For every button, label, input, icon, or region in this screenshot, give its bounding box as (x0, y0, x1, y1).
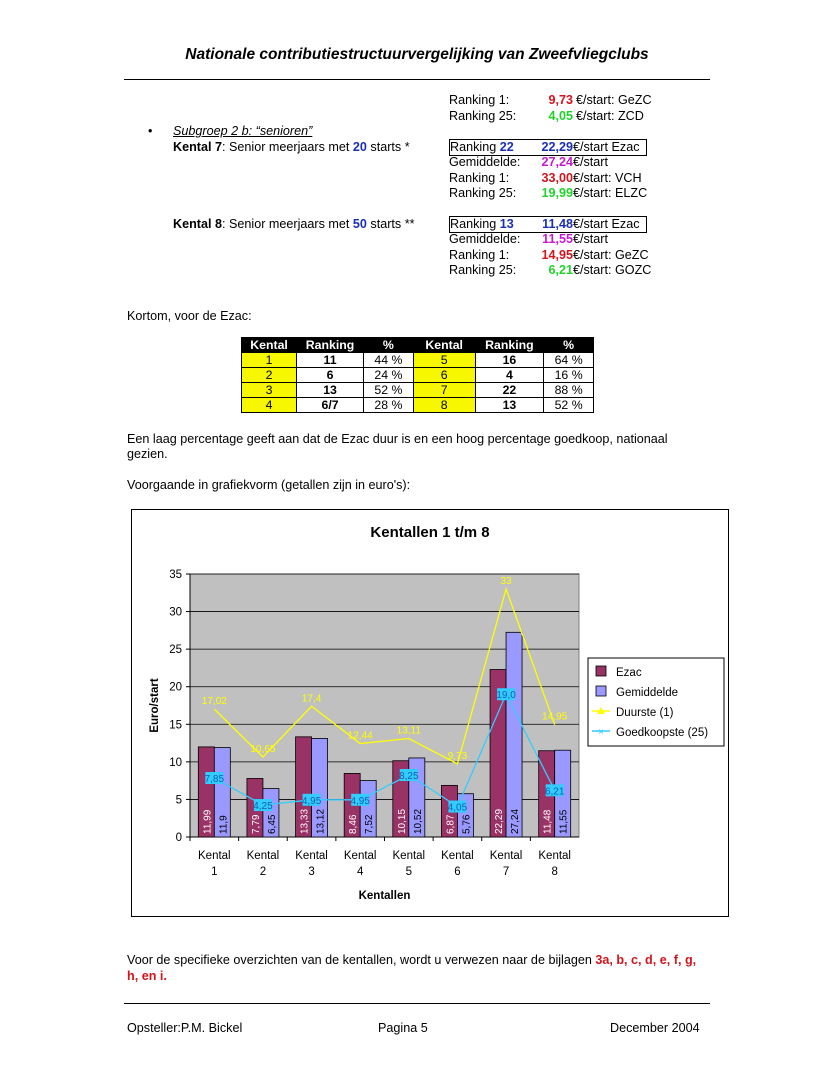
line-point-label: 17,02 (201, 696, 227, 708)
table-cell: 2 (242, 368, 297, 383)
paragraph-explanation-line1: Een laag percentage geeft aan dat de Ezac duur is en een hoog percentage goedkoop, nationaal (127, 432, 668, 446)
x-tick-label: 8 (551, 866, 558, 878)
top-ranking-1-unit: €/start: GeZC (576, 93, 652, 107)
table-cell: 16 % (544, 368, 594, 383)
line-point-label: 19,0 (496, 690, 516, 702)
table-cell: 11 (297, 353, 364, 368)
bar-value-label: 6,45 (266, 814, 278, 834)
table-cell: 1 (242, 353, 297, 368)
table-cell: 3 (242, 383, 297, 398)
table-cell: 4 (475, 368, 544, 383)
table-header-cell: % (544, 338, 594, 353)
kental7-rank1-label: Ranking 1: (449, 171, 510, 185)
bar-value-label: 11,9 (218, 815, 230, 834)
table-row (242, 383, 594, 398)
y-tick-label: 15 (169, 719, 182, 732)
document-title: Nationale contributiestructuurvergelijking van Zweefvliegclubs (185, 46, 649, 63)
table-cell: 6 (297, 368, 364, 383)
line-point-label: 7,85 (204, 774, 225, 786)
top-ranking-1-value: 9,73 (548, 93, 573, 107)
line-point-label: 17,4 (301, 693, 322, 705)
legend-label: Goedkoopste (25) (616, 727, 709, 739)
table-cell: 44 % (364, 353, 414, 368)
kental7-rank25-unit: €/start: ELZC (573, 186, 648, 200)
table-cell: 24 % (364, 368, 414, 383)
bar-value-label: 13,12 (315, 808, 327, 834)
y-tick-label: 25 (169, 644, 182, 657)
legend-marker-x: × (598, 727, 604, 738)
kental7-rank1-unit: €/start: VCH (573, 171, 642, 185)
x-tick-label: 6 (454, 866, 461, 878)
kental8-rank1-label: Ranking 1: (449, 248, 510, 262)
x-axis-label: Kentallen (358, 890, 411, 902)
x-tick-label: Kental (489, 850, 523, 862)
kental7-rank1-value: 33,00 (541, 171, 573, 185)
table-header-cell: Kental (413, 338, 475, 353)
line-point-label: 8,25 (399, 771, 419, 783)
x-tick-label: Kental (441, 850, 474, 862)
bar-value-label: 7,52 (364, 814, 376, 834)
bar-value-label: 10,52 (412, 808, 424, 834)
x-tick-label: Kental (246, 850, 280, 862)
x-tick-label: 1 (211, 866, 218, 878)
kentallen-chart (132, 510, 728, 916)
kental8-rank25-label: Ranking 25: (449, 263, 517, 277)
table-header-cell: Kental (242, 338, 297, 353)
table-cell: 6/7 (297, 398, 364, 413)
legend-label: Gemiddelde (616, 687, 679, 699)
table-cell: 4 (242, 398, 297, 413)
closing-text-line2: h, en i. (127, 969, 167, 983)
bar-value-label: 7,79 (250, 814, 262, 834)
y-axis-label: Euro/start (149, 678, 161, 733)
bar-value-label: 5,76 (461, 814, 473, 834)
table-cell: 52 % (544, 398, 594, 413)
closing-text-line1: Voor de specifieke overzichten van de kentallen, wordt u verwezen naar de bijlagen 3a, b, c, d, e, f, g, (127, 953, 697, 967)
kental7-avg-unit: €/start (573, 155, 608, 169)
line-point-label: 14,95 (542, 711, 568, 723)
chart-frame (131, 509, 729, 917)
table-cell: 16 (475, 353, 544, 368)
footer-author: Opsteller:P.M. Bickel (127, 1021, 243, 1035)
line-point-label: 9,73 (447, 750, 468, 762)
kental8-ranking-box: Ranking 13 11,48 €/start Ezac (449, 216, 647, 233)
subgroup-bullet: • (148, 124, 153, 138)
x-tick-label: Kental (343, 850, 377, 862)
table-cell: 13 (475, 398, 544, 413)
kental8-description: Kental 8: Senior meerjaars met 50 starts ** (173, 217, 415, 231)
bar-value-label: 11,55 (558, 809, 570, 834)
kental8-rank25-unit: €/start: GOZC (573, 263, 652, 277)
x-tick-label: 4 (356, 866, 364, 878)
top-ranking-25-unit: €/start: ZCD (576, 109, 644, 123)
table-cell: 22 (475, 383, 544, 398)
top-ranking-1-label: Ranking 1: (449, 93, 510, 107)
kental7-description: Kental 7: Senior meerjaars met 20 starts * (173, 140, 410, 154)
line-point-label: 33 (500, 576, 512, 588)
y-tick-label: 20 (169, 681, 182, 694)
table-cell: 52 % (364, 383, 414, 398)
summary-table (241, 337, 594, 413)
kental7-rank25-value: 19,99 (541, 186, 573, 200)
legend-label: Duurste (1) (616, 707, 674, 719)
y-tick-label: 0 (175, 832, 182, 844)
y-tick-label: 5 (175, 794, 182, 807)
table-cell: 8 (413, 398, 475, 413)
kental7-avg-value: 27,24 (541, 155, 573, 169)
kental7-ranking-box: Ranking 22 22,29 €/start Ezac (449, 139, 647, 156)
kental8-avg-label: Gemiddelde: (449, 232, 521, 246)
table-cell: 88 % (544, 383, 594, 398)
line-point-label: 6,21 (544, 786, 565, 798)
bar-value-label: 11,99 (202, 809, 214, 834)
x-tick-label: 7 (502, 866, 510, 878)
chart-title: Kentallen 1 t/m 8 (370, 524, 490, 541)
table-row (242, 398, 594, 413)
x-tick-label: 3 (308, 866, 315, 878)
table-cell: 64 % (544, 353, 594, 368)
line-point-label: 4,95 (301, 795, 322, 807)
table-header-row (242, 338, 594, 353)
x-tick-label: Kental (295, 850, 328, 862)
table-row (242, 368, 594, 383)
subgroup-title: Subgroep 2 b: “senioren” (173, 124, 313, 138)
y-tick-label: 30 (169, 606, 182, 619)
x-tick-label: 2 (259, 866, 267, 878)
x-tick-label: Kental (198, 850, 231, 862)
y-tick-label: 35 (169, 569, 182, 581)
table-header-cell: Ranking (297, 338, 364, 353)
table-row (242, 353, 594, 368)
bar-value-label: 13,33 (299, 808, 311, 834)
line-point-label: 12,44 (347, 730, 373, 742)
line-point-label: 13,11 (396, 725, 421, 737)
x-tick-label: Kental (392, 850, 426, 862)
bar-value-label: 27,24 (510, 808, 522, 834)
line-point-label: 10,65 (250, 743, 276, 755)
legend-label: Ezac (616, 667, 642, 679)
paragraph-explanation-line2: gezien. (127, 447, 168, 461)
table-cell: 5 (413, 353, 475, 368)
bar-value-label: 10,15 (396, 808, 408, 834)
footer-page: Pagina 5 (378, 1021, 428, 1035)
paragraph-chart-intro: Voorgaande in grafiekvorm (getallen zijn in euro's): (127, 478, 411, 492)
footer-date: December 2004 (610, 1021, 700, 1035)
top-ranking-25-label: Ranking 25: (449, 109, 517, 123)
table-cell: 13 (297, 383, 364, 398)
table-cell: 28 % (364, 398, 414, 413)
kental8-avg-unit: €/start (573, 232, 608, 246)
header-rule (124, 79, 710, 80)
table-cell: 7 (413, 383, 475, 398)
bar-value-label: 22,29 (494, 808, 506, 834)
kental7-rank25-label: Ranking 25: (449, 186, 517, 200)
bar-gemiddelde (506, 632, 522, 837)
summary-intro: Kortom, voor de Ezac: (127, 309, 252, 323)
y-tick-label: 10 (169, 756, 182, 769)
line-point-label: 4,95 (350, 795, 370, 807)
table-header-cell: Ranking (475, 338, 544, 353)
bar-value-label: 8,46 (348, 814, 360, 834)
bar-value-label: 11,48 (542, 809, 554, 834)
kental8-rank1-value: 14,95 (541, 248, 573, 262)
line-point-label: 4,25 (253, 801, 273, 813)
legend-swatch (596, 666, 606, 676)
table-header-cell: % (364, 338, 414, 353)
table-cell: 6 (413, 368, 475, 383)
kental8-avg-value: 11,55 (542, 232, 573, 246)
x-tick-label: Kental (538, 850, 571, 862)
line-point-label: 4,05 (447, 802, 468, 814)
footer-rule (124, 1003, 710, 1004)
kental8-rank25-value: 6,21 (548, 263, 573, 277)
kental7-avg-label: Gemiddelde: (449, 155, 521, 169)
legend-swatch (596, 686, 606, 696)
bar-value-label: 6,87 (445, 814, 457, 834)
top-ranking-25-value: 4,05 (548, 109, 573, 123)
kental8-rank1-unit: €/start: GeZC (573, 248, 649, 262)
x-tick-label: 5 (405, 866, 413, 878)
